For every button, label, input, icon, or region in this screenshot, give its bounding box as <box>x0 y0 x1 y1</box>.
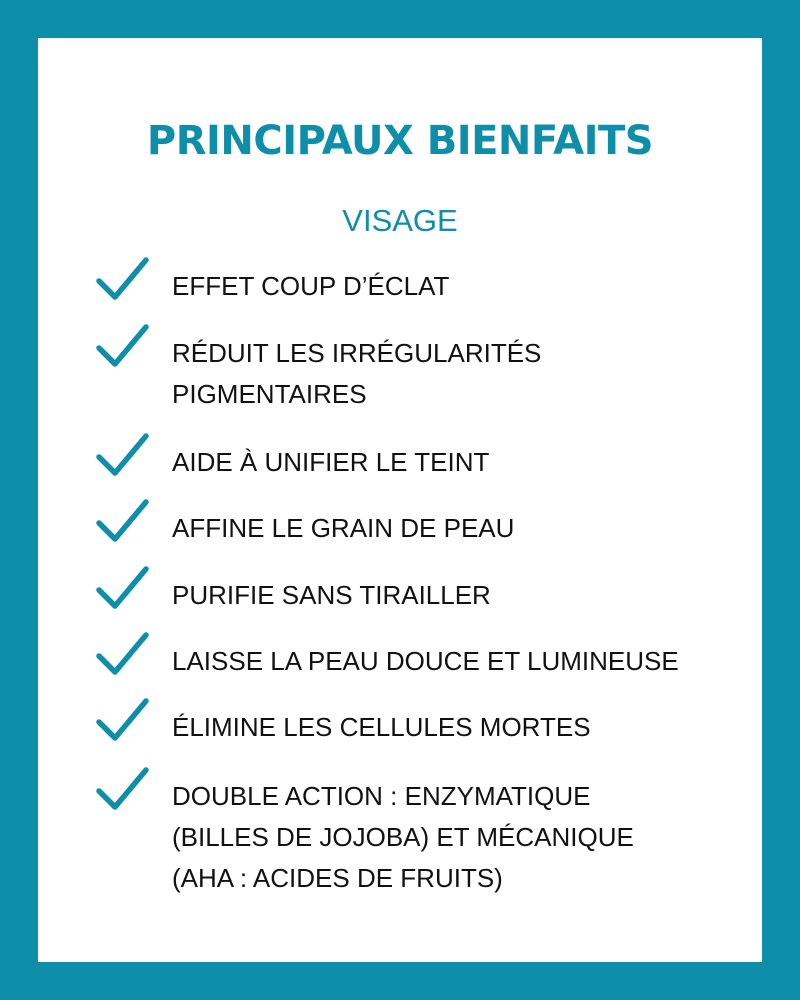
benefit-item <box>95 707 735 748</box>
benefit-item <box>95 776 735 899</box>
benefit-label: ÉLIMINE LES CELLULES MORTES <box>172 712 591 742</box>
benefit-label: RÉDUIT LES IRRÉGULARITÉS PIGMENTAIRES <box>172 338 542 409</box>
check-icon <box>95 254 151 304</box>
benefit-item <box>95 641 735 682</box>
check-icon <box>95 695 151 745</box>
section-subtitle: VISAGE <box>342 203 458 238</box>
benefit-label: AIDE À UNIFIER LE TEINT <box>172 447 490 477</box>
benefit-item <box>95 333 735 415</box>
check-icon <box>95 430 151 480</box>
benefit-label: LAISSE LA PEAU DOUCE ET LUMINEUSE <box>172 646 679 676</box>
benefit-label: AFFINE LE GRAIN DE PEAU <box>172 513 515 543</box>
benefit-label: DOUBLE ACTION : ENZYMATIQUE (BILLES DE JOJOBA) ET MÉCANIQUE (AHA : ACIDES DE FRUITS) <box>172 781 634 893</box>
check-icon <box>95 563 151 613</box>
benefit-item <box>95 508 735 549</box>
check-icon <box>95 629 151 679</box>
check-icon <box>95 496 151 546</box>
check-icon <box>95 764 151 814</box>
benefit-item <box>95 442 735 483</box>
check-icon <box>95 321 151 371</box>
benefit-label: PURIFIE SANS TIRAILLER <box>172 580 491 610</box>
benefit-item <box>95 575 735 616</box>
benefit-item <box>95 266 735 307</box>
benefit-label: EFFET COUP D’ÉCLAT <box>172 271 450 301</box>
page-title: PRINCIPAUX BIENFAITS <box>146 118 654 164</box>
